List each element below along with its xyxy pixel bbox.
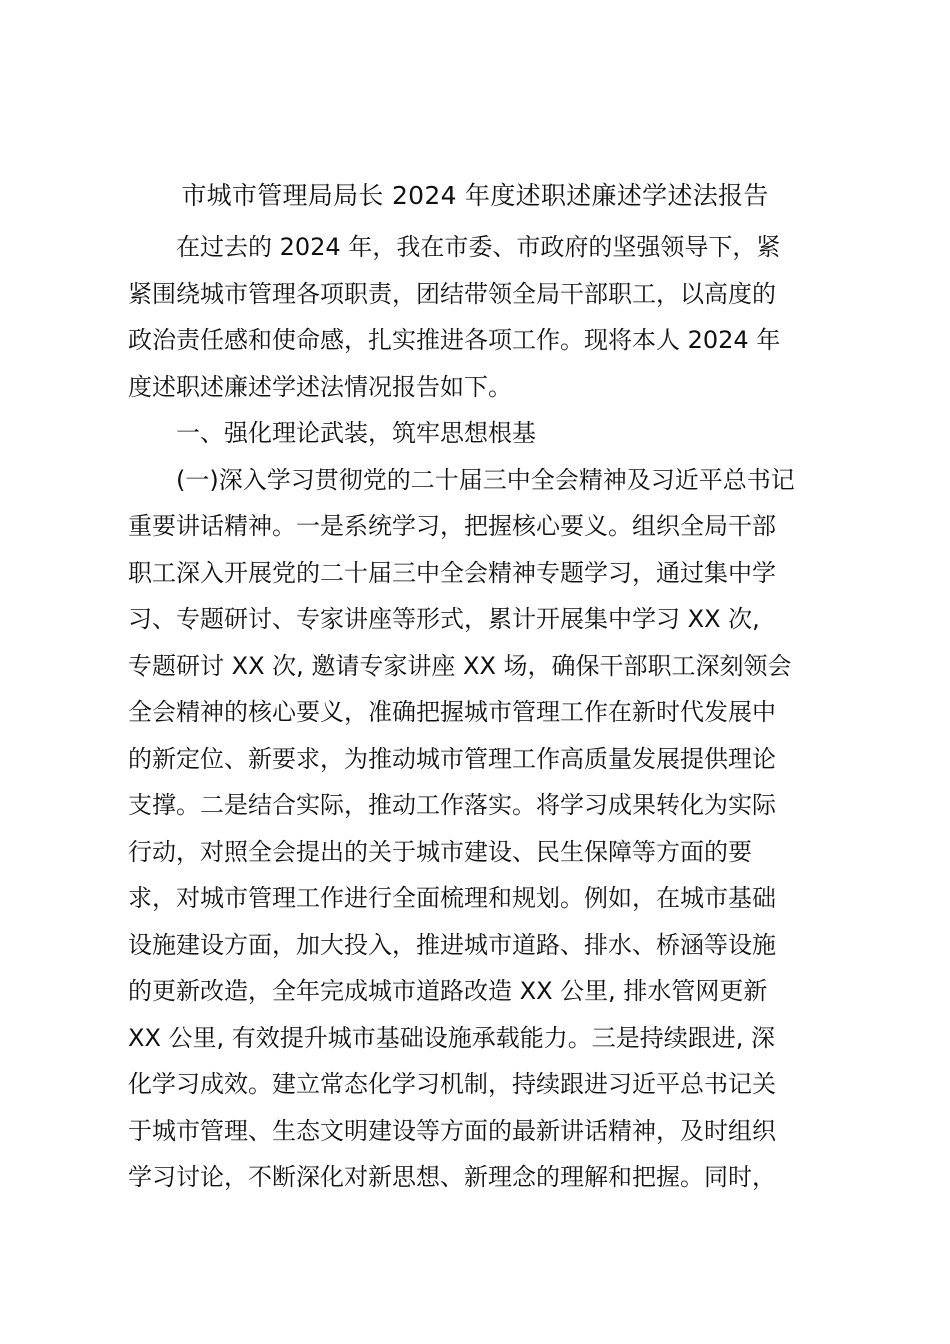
body-line: 行动，对照全会提出的关于城市建设、民生保障等方面的要 [128, 837, 752, 866]
body-line: 设施建设方面，加大投入，推进城市道路、排水、桥涵等设施 [128, 930, 776, 959]
body-line: 政治责任感和使命感，扎实推进各项工作。现将本人 2024 年 [128, 326, 781, 354]
section-heading: 一、强化理论武装，筑牢思想根基 [128, 419, 536, 447]
body-line: 重要讲话精神。一是系统学习，把握核心要义。组织全局干部 [128, 512, 776, 540]
body-line: 度述职述廉述学述法情况报告如下。 [128, 372, 512, 401]
body-line: 学习讨论，不断深化对新思想、新理念的理解和把握。同时， [128, 1163, 776, 1191]
document-body [128, 224, 828, 1201]
body-line: 于城市管理、生态文明建设等方面的最新讲话精神，及时组织 [128, 1116, 776, 1145]
body-line: XX 公里, 有效提升城市基础设施承载能力。三是持续跟进, 深 [128, 1023, 776, 1052]
body-line: 求，对城市管理工作进行全面梳理和规划。例如，在城市基础 [128, 884, 776, 912]
body-line: 支撑。二是结合实际，推动工作落实。将学习成果转化为实际 [128, 791, 776, 819]
subsection-heading-line: (一)深入学习贯彻党的二十届三中全会精神及习近平总书记 [128, 465, 795, 494]
body-line: 化学习成效。建立常态化学习机制，持续跟进习近平总书记关 [128, 1070, 776, 1098]
body-line: 的更新改造，全年完成城市道路改造 XX 公里, 排水管网更新 [128, 977, 768, 1005]
body-line: 在过去的 2024 年，我在市委、市政府的坚强领导下，紧 [128, 233, 781, 261]
body-line: 专题研讨 XX 次, 邀请专家讲座 XX 场，确保干部职工深刻领会 [128, 651, 792, 680]
body-line: 职工深入开展党的二十届三中全会精神专题学习，通过集中学 [128, 558, 776, 587]
body-line: 的新定位、新要求，为推动城市管理工作高质量发展提供理论 [128, 744, 776, 773]
body-line: 习、专题研讨、专家讲座等形式，累计开展集中学习 XX 次, [128, 605, 760, 633]
body-line: 紧围绕城市管理各项职责，团结带领全局干部职工，以高度的 [128, 279, 776, 308]
body-line: 全会精神的核心要义，准确把握城市管理工作在新时代发展中 [128, 698, 776, 726]
document-title: 市城市管理局局长 2024 年度述职述廉述学述法报告 [181, 181, 769, 210]
